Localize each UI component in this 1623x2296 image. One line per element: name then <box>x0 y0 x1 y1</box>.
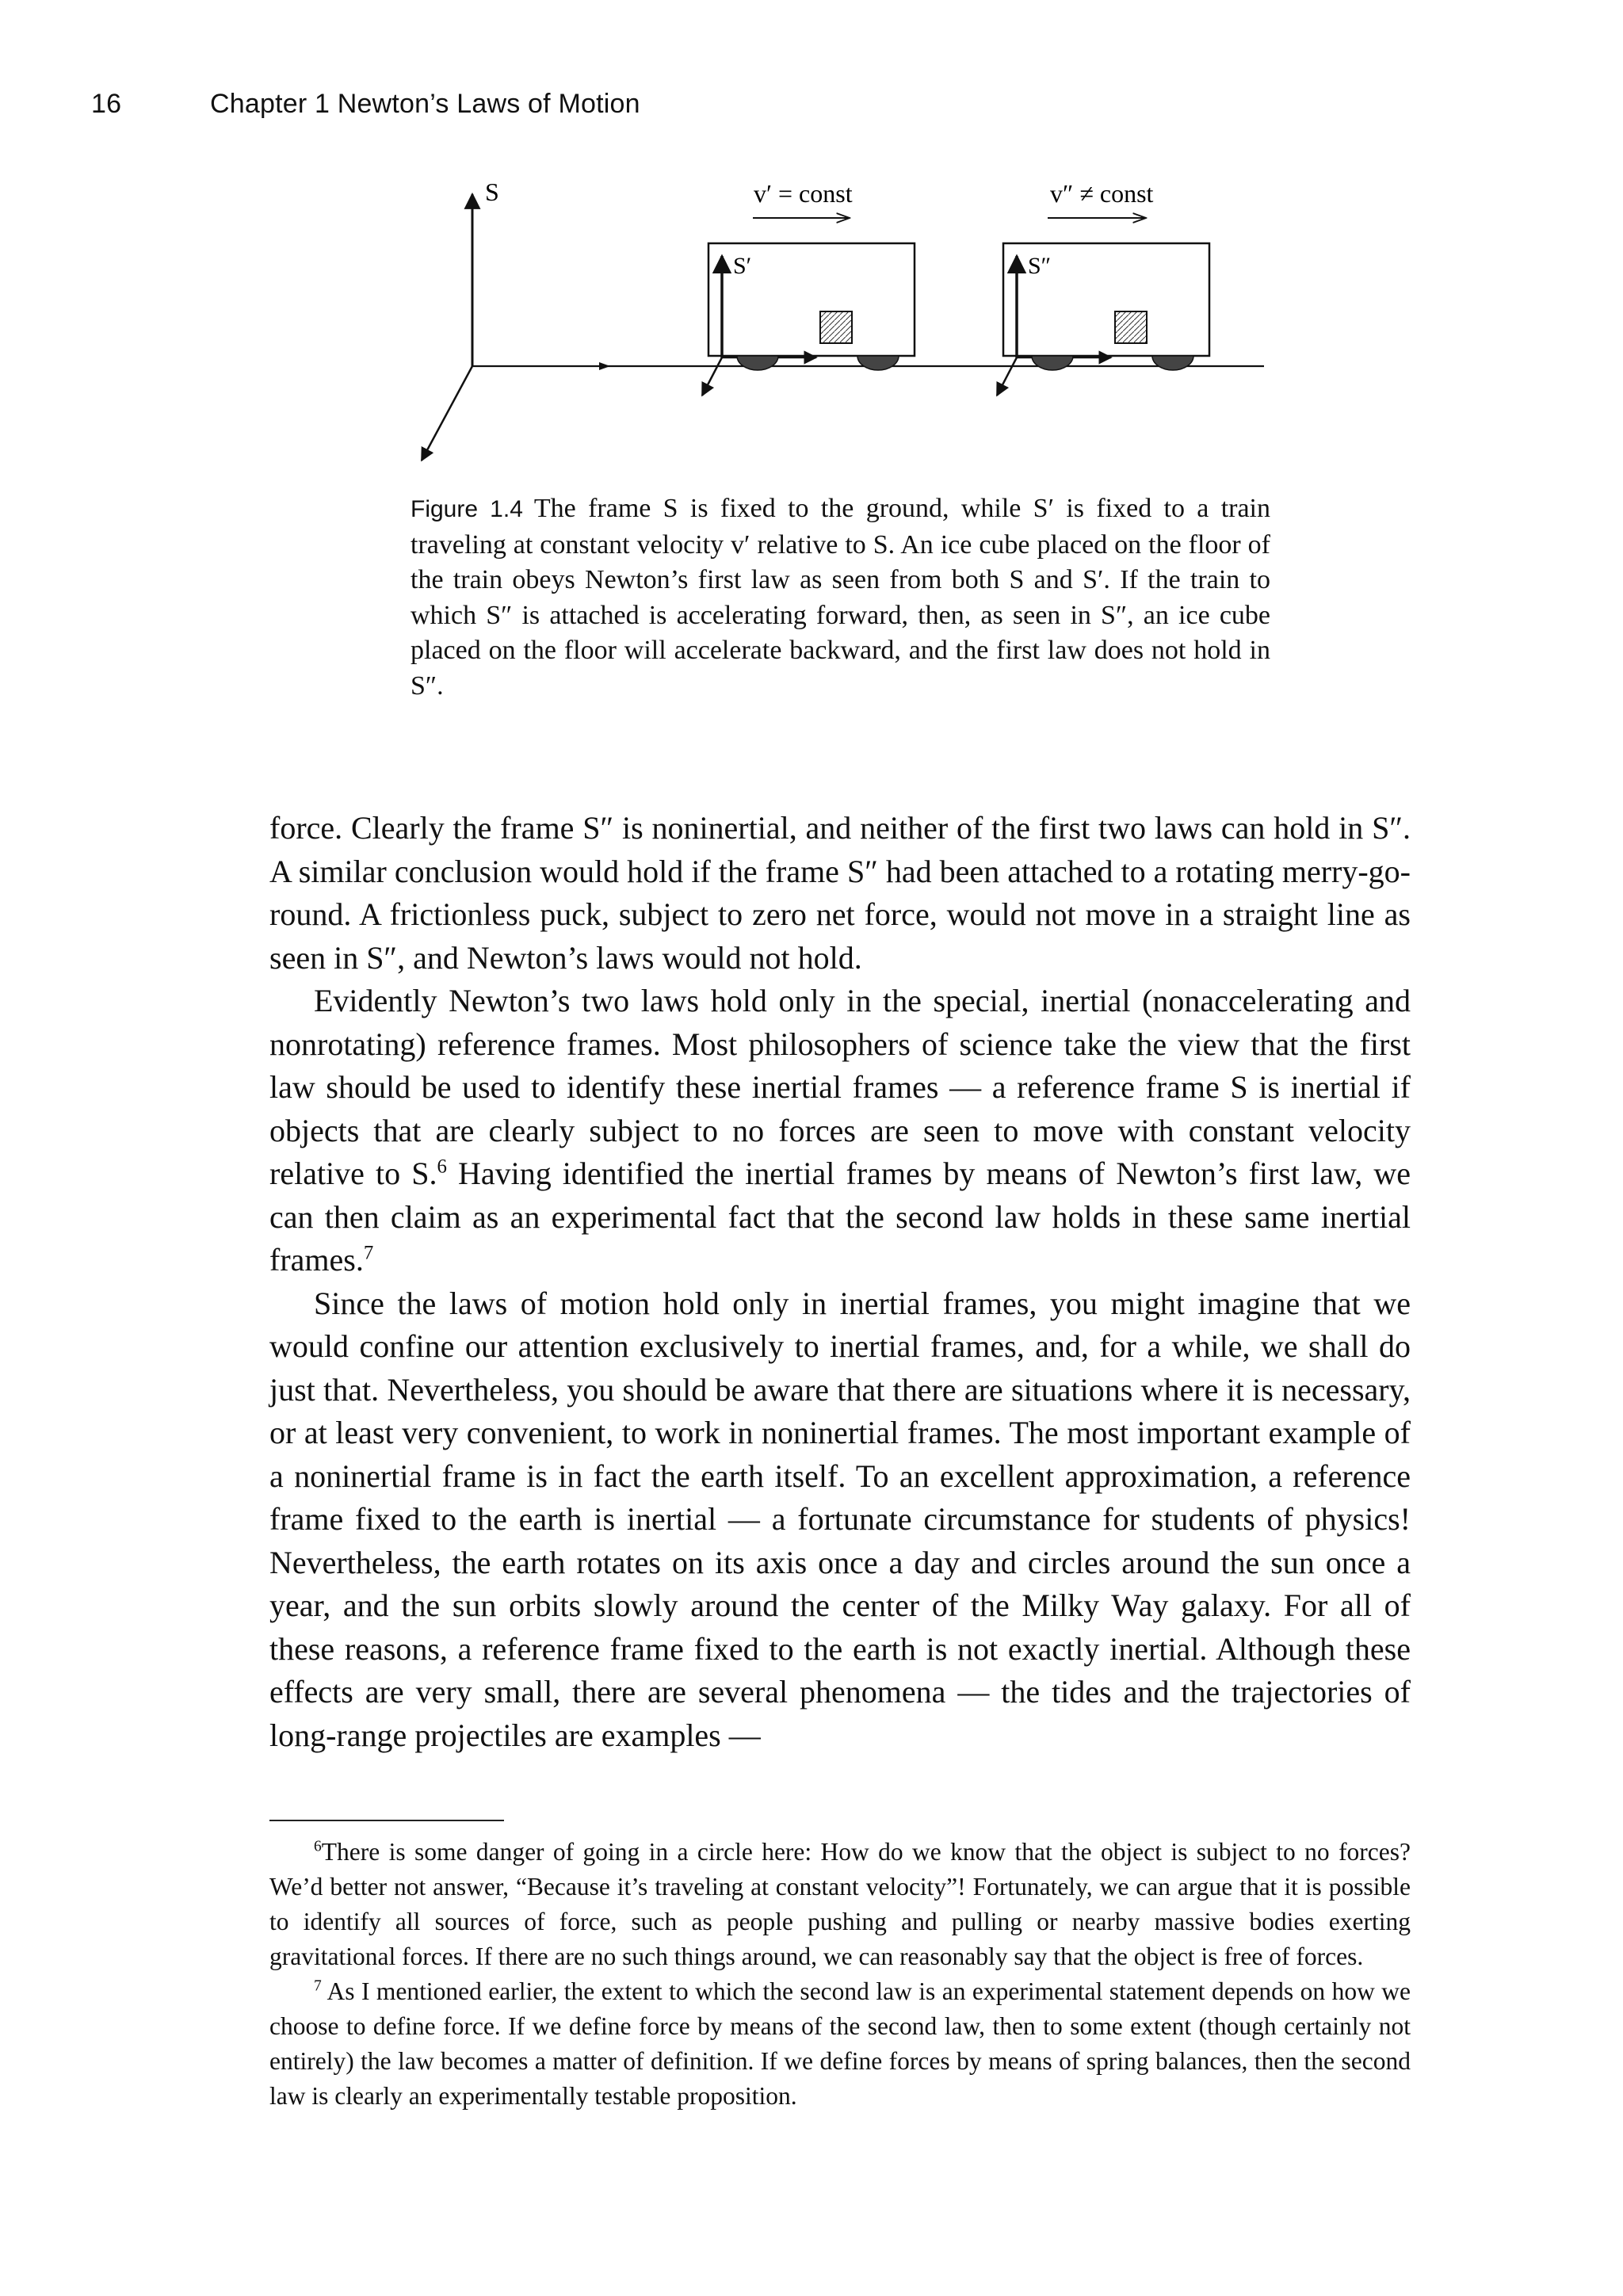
train-2-wheel-front <box>1152 356 1193 370</box>
train-1-wheel-rear <box>737 356 778 370</box>
train-2-wheel-rear <box>1032 356 1073 370</box>
running-title: Chapter 1 Newton’s Laws of Motion <box>210 89 640 119</box>
paragraph-2-part-a: Evidently Newton’s two laws hold only in the special, inertial (nonaccelerating and nonrotating) reference frames. Most philosophers of science take the view that the first law should be used to identify these inertial frames — a reference frame S is inertial if objects that are clearly subject to no forces are seen to move with constant velocity relative to S. <box>269 983 1411 1191</box>
velocity-2-label: v″ ≠ const <box>1050 179 1154 208</box>
footnote-6-mark: 6 <box>314 1838 322 1855</box>
paragraph-1: force. Clearly the frame S″ is noninertial, and neither of the first two laws can hold in S″. A similar conclusion would hold if the frame S″ had been attached to a rotating merry-go-round. A frictionless puck, subject to zero net force, would not move in a straight line as seen in S″, and Newton’s laws would not hold. <box>269 810 1411 976</box>
ice-cube-1 <box>820 311 852 343</box>
footnote-6-text: There is some danger of going in a circle here: How do we know that the object is subject to no forces? We’d better not answer, “Because it’s traveling at constant velocity”! Fortunately, we can argue that it is possible to identify all sources of force, such as people pushing and pulling or nearby massive bodies exerting gravitational forces. If there are no such things around, we can reasonably say that the object is free of forces. <box>269 1838 1411 1970</box>
train-1 <box>702 179 915 395</box>
train-2-frame-y <box>997 357 1017 395</box>
caption-text: The frame S is fixed to the ground, while S′ is fixed to a train traveling at constant velocity v′ relative to S. An ice cube placed on the floor of the train obeys Newton’s first law as seen from both S and S′. If the train to which S″ is attached is accelerating forward, then, as seen in S″, an ice cube placed on the floor will accelerate backward, and the first law does not hold in S″. <box>411 494 1271 701</box>
paragraph-2 <box>269 980 1411 1282</box>
figure-label: Figure 1.4 <box>411 496 523 522</box>
page-number: 16 <box>91 89 122 119</box>
footnote-6 <box>269 1835 1411 1974</box>
footnote-7-mark: 7 <box>314 1977 322 1995</box>
train-1-wheel-front <box>857 356 899 370</box>
footnotes <box>269 1835 1411 2114</box>
footnote-rule <box>269 1820 504 1821</box>
train-1-frame-y <box>702 357 722 395</box>
ice-cube-2 <box>1115 311 1147 343</box>
figure-caption <box>411 491 1270 704</box>
footnote-7-text: As I mentioned earlier, the extent to which the second law is an experimental statement depends on how we choose to define force. If we define force by means of the second law, then to some extent (though certainly not entirely) the law becomes a matter of definition. If we define forces by means of spring balances, then the second law is clearly an experimentally testable proposition. <box>269 1977 1411 2110</box>
train-1-frame-label: S′ <box>733 253 752 279</box>
train-2 <box>997 179 1209 395</box>
figure-1-4-reference-frames <box>341 170 1292 495</box>
paragraph-3: Since the laws of motion hold only in inertial frames, you might imagine that we would confine our attention exclusively to inertial frames, and, for a while, we shall do just that. Nevertheless, you should be aware that there are situations where it is necessary, or at least very convenient, to work in noninertial frames. The most important example of a noninertial frame is in fact the earth itself. To an excellent approximation, a reference frame fixed to the earth is inertial — a fortunate circumstance for students of physics! Nevertheless, the earth rotates on its axis once a day and circles around the sun once a year, and the sun orbits slowly around the center of the Milky Way galaxy. For all of these reasons, a reference frame fixed to the earth is not exactly inertial. Although these effects are very small, there are several phenomena — the tides and the trajectories of long-range projectiles are examples — <box>269 1285 1411 1753</box>
footnote-ref-6[interactable]: 6 <box>437 1156 447 1178</box>
ground-frame-y-axis <box>422 366 472 460</box>
velocity-1-label: v′ = const <box>754 179 853 208</box>
x-axis-tick-arrow <box>599 362 610 370</box>
ground-frame-label: S <box>485 178 499 206</box>
footnote-ref-7[interactable]: 7 <box>363 1242 374 1264</box>
paragraph-2-part-b: Having identified the inertial frames by means of Newton’s first law, we can then claim as an experimental fact that the second law holds in these same inertial frames. <box>269 1156 1411 1278</box>
footnote-7 <box>269 1974 1411 2114</box>
running-header <box>91 89 640 120</box>
train-2-frame-label: S″ <box>1028 253 1052 279</box>
body-text <box>269 807 1411 1757</box>
